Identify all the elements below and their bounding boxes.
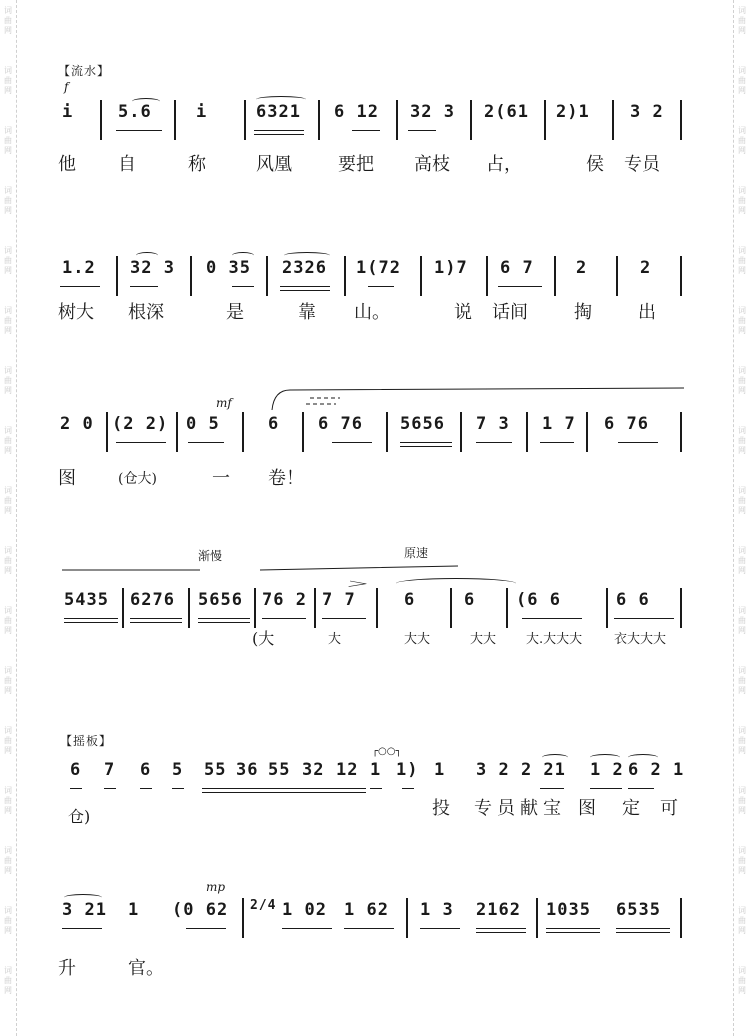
note: 1	[434, 760, 446, 780]
note: 6	[70, 760, 82, 780]
note-group: 2162	[476, 900, 521, 920]
lyric: 出	[638, 302, 656, 323]
watermark-text: 词曲网	[738, 66, 746, 95]
watermark-text: 词曲网	[738, 6, 746, 35]
note-group: 6 12	[334, 102, 379, 122]
lyric: 掏	[574, 302, 592, 323]
note-group: (6 6	[516, 590, 561, 610]
watermark-text: 词曲网	[4, 66, 12, 95]
dynamic-mf: mf	[216, 396, 232, 410]
lyric: 官。	[128, 958, 164, 979]
note: 6 2 1	[628, 760, 685, 780]
watermark-text: 词曲网	[738, 966, 746, 995]
note-group: 5656	[198, 590, 243, 610]
mark-yuansu: 原速	[404, 546, 429, 560]
percussion-text: (大	[252, 629, 275, 648]
watermark-text: 词曲网	[4, 246, 12, 275]
watermark-text: 词曲网	[738, 906, 746, 935]
note-group: 2	[640, 258, 652, 278]
note-group: 3 2	[630, 102, 664, 122]
lyric: 靠	[298, 302, 316, 323]
percussion-text: 大	[328, 632, 342, 647]
note: 3 2 2 21	[476, 760, 566, 780]
note-group: 7 7	[322, 590, 356, 610]
note-group: 1)7	[434, 258, 468, 278]
note-group: 2(61	[484, 102, 529, 122]
percussion-text: 大.大大大	[526, 632, 583, 647]
note-group: 5656	[400, 414, 445, 434]
note-group: 6 6	[616, 590, 650, 610]
note-group: 6535	[616, 900, 661, 920]
lyric: 风凰	[256, 154, 292, 175]
note-group: 6321	[256, 102, 301, 122]
lyric: 说	[454, 302, 472, 323]
note: 5	[172, 760, 184, 780]
watermark-text: 词曲网	[4, 786, 12, 815]
watermark-text: 词曲网	[738, 786, 746, 815]
trill-mark: 𝆓	[348, 576, 367, 590]
watermark-text: 词曲网	[4, 666, 12, 695]
note: 12	[336, 760, 359, 780]
lyric: 话间	[492, 302, 528, 323]
note-group: 1 02	[282, 900, 327, 920]
watermark-text: 词曲网	[4, 426, 12, 455]
lyric: 山。	[354, 302, 390, 323]
percussion-text: (仓大)	[118, 471, 157, 487]
watermark-text: 词曲网	[738, 846, 746, 875]
mark-jianman: 渐慢	[198, 549, 223, 563]
note-group: 1 3	[420, 900, 454, 920]
lyric: 根深	[128, 302, 164, 323]
lyric: 专员	[624, 154, 660, 175]
watermark-text: 词曲网	[4, 486, 12, 515]
percussion-text: 仓)	[68, 807, 91, 826]
note-group: 6 76	[318, 414, 363, 434]
right-watermark-strip	[733, 0, 750, 1036]
watermark-text: 词曲网	[738, 186, 746, 215]
lyric: 图	[578, 798, 596, 819]
note-group: 6 7	[500, 258, 534, 278]
lyric: 自	[118, 154, 136, 175]
time-signature: 2/4	[250, 898, 277, 913]
percussion-text: 大大	[470, 632, 497, 647]
watermark-text: 词曲网	[738, 426, 746, 455]
section-tag-yaoban: 【摇板】	[60, 734, 113, 748]
note-group: 32 3	[410, 102, 455, 122]
note-group: 2326	[282, 258, 327, 278]
note-group: 0 5	[186, 414, 220, 434]
note-group: 1 7	[542, 414, 576, 434]
note-group: 1.2	[62, 258, 96, 278]
dynamic-mp: mp	[206, 880, 226, 894]
note-group: 6	[268, 414, 280, 434]
mark-pcc: ┌○○┐	[372, 746, 402, 757]
watermark-text: 词曲网	[4, 606, 12, 635]
watermark-text: 词曲网	[4, 546, 12, 575]
note: 36	[236, 760, 259, 780]
watermark-text: 词曲网	[738, 726, 746, 755]
note-group: 1(72	[356, 258, 401, 278]
note: 32	[302, 760, 325, 780]
note-group: i	[62, 102, 74, 122]
watermark-text: 词曲网	[738, 606, 746, 635]
watermark-text: 词曲网	[738, 666, 746, 695]
note: 1 2	[590, 760, 624, 780]
lyric: 升	[58, 958, 76, 979]
watermark-text: 词曲网	[738, 306, 746, 335]
note-group: 2)1	[556, 102, 590, 122]
watermark-text: 词曲网	[4, 366, 12, 395]
lyric: 称	[188, 154, 206, 175]
watermark-text: 词曲网	[4, 966, 12, 995]
note-group: 1 62	[344, 900, 389, 920]
note-group: 3 21	[62, 900, 107, 920]
note-group: 2	[576, 258, 588, 278]
watermark-text: 词曲网	[4, 846, 12, 875]
lyric: 侯	[586, 154, 604, 175]
section-tag-liushui: 【流水】	[58, 64, 111, 78]
note-group: 32 3	[130, 258, 175, 278]
watermark-text: 词曲网	[4, 126, 12, 155]
watermark-text: 词曲网	[4, 186, 12, 215]
percussion-text: 大大	[404, 632, 431, 647]
note-group: 76 2	[262, 590, 307, 610]
watermark-text: 词曲网	[738, 246, 746, 275]
note: 1	[370, 760, 382, 780]
note-group: 7 3	[476, 414, 510, 434]
lyric: 可	[660, 798, 678, 819]
lyric: 占，	[486, 154, 522, 175]
lyric: 树大	[58, 302, 94, 323]
note-group: 6	[464, 590, 476, 610]
lyric: 图	[58, 468, 76, 489]
note: 55	[268, 760, 291, 780]
note: 7	[104, 760, 116, 780]
watermark-text: 词曲网	[4, 306, 12, 335]
watermark-text: 词曲网	[4, 6, 12, 35]
note: 6	[140, 760, 152, 780]
watermark-text: 词曲网	[738, 546, 746, 575]
note-group: 6 76	[604, 414, 649, 434]
note-group: 5.6	[118, 102, 152, 122]
lyric: 高枝	[414, 154, 450, 175]
lyric: 专员献宝	[474, 798, 566, 819]
note-group: 6	[404, 590, 416, 610]
percussion-text: 衣大大大	[614, 632, 667, 647]
note-group: 1035	[546, 900, 591, 920]
note: 1)	[396, 760, 419, 780]
left-watermark-strip	[0, 0, 17, 1036]
lyric: 一	[212, 468, 230, 489]
note-group: 5435	[64, 590, 109, 610]
note-group: i	[196, 102, 208, 122]
lyric: 定	[622, 798, 640, 819]
note-group: (2 2)	[112, 414, 169, 434]
watermark-text: 词曲网	[4, 726, 12, 755]
watermark-text: 词曲网	[738, 486, 746, 515]
note-group: 1	[128, 900, 140, 920]
lyric: 要把	[338, 154, 374, 175]
note-group: (0 62	[172, 900, 229, 920]
watermark-text: 词曲网	[738, 366, 746, 395]
dynamic-f: f	[64, 80, 69, 94]
watermark-text: 词曲网	[4, 906, 12, 935]
watermark-text: 词曲网	[738, 126, 746, 155]
note-group: 0 35	[206, 258, 251, 278]
lyric: 是	[226, 302, 244, 323]
note: 55	[204, 760, 227, 780]
lyric: 他	[58, 154, 76, 175]
lyric: 投	[432, 798, 450, 819]
note-group: 2 0	[60, 414, 94, 434]
tempo-bracket	[60, 556, 460, 576]
note-group: 6276	[130, 590, 175, 610]
lyric: 卷！	[268, 468, 304, 489]
